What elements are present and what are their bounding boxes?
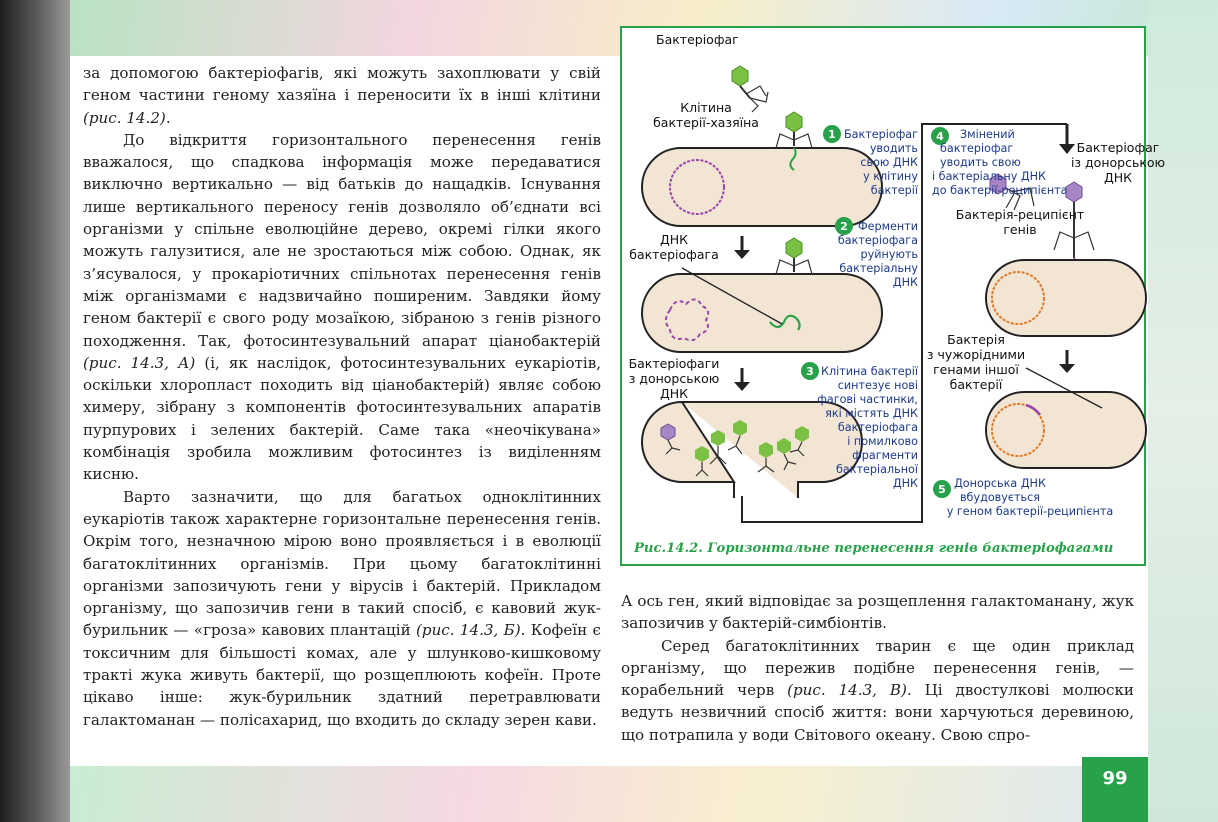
arrow-down-icon [734, 368, 750, 391]
label-bacteriophage: Бактеріофаг [656, 32, 739, 47]
label-foreign-genes [927, 332, 1025, 392]
label-phage-dna [629, 232, 719, 262]
paragraph [83, 486, 601, 731]
svg-text:фрагменти: фрагменти [852, 449, 918, 462]
svg-text:ДНК: ДНК [1103, 170, 1133, 185]
svg-text:бактерії: бактерії [870, 184, 918, 197]
svg-text:які містять ДНК: які містять ДНК [825, 407, 918, 420]
svg-text:Клітина бактерії: Клітина бактерії [821, 365, 918, 378]
figure-reference: (рис. 14.3, А) [83, 353, 196, 372]
page-left-shadow [0, 0, 70, 822]
paragraph-text: До відкриття горизонтального перенесення генів вважалося, що спадкова інформація може передаватися виключно вертикально — від батьків до нащадків. Існування лише вертикального переносу генів дозволяло об’єднати всі організми у спільне еволюційне дерево, окремі гілки якого можуть галузитися, але не зростаються між собою. Однак, як з’ясувалося, у прокаріотичних спільнотах перенесення генів між організмами є надзвичайно поширеним. Завдяки йому геном бактерії є свого роду мозаїкою, зібраною з генів різного походження. Так, фотосинтезувальний апарат ціанобактерій [83, 130, 601, 350]
label-phages-donor [629, 356, 720, 401]
arrow-down-icon [1059, 350, 1075, 373]
paragraph-text: Варто зазначити, що для багатьох одноклітинних еукаріотів також характерне горизонтальне перенесення генів. Окрім того, незначною мірою воно проявляється і в еволюції багатоклітинних організмів. При цьому багатоклітинні організми запозичують гени у вірусів і бактерій. Прикладом організму, що запозичив гени в такий спосіб, є кавовий жук-бурильник — «гроза» кавових плантацій [83, 487, 601, 640]
figure-reference: (рис. 14.3, В) [787, 681, 907, 700]
paragraph-text: за допомогою бактеріофагів, які можуть захоплювати у свій геном частини геному хазяїна і переносити їх в інші клітини [83, 64, 601, 105]
step-badge-2 [835, 217, 853, 235]
label-host-cell [653, 100, 759, 130]
svg-text:із донорською: із донорською [1070, 155, 1166, 170]
svg-text:свою ДНК: свою ДНК [860, 156, 918, 169]
step-4-text [932, 128, 1068, 197]
right-decorative-margin [1148, 0, 1218, 822]
svg-text:уводить свою: уводить свою [940, 156, 1021, 169]
recipient-cell [986, 260, 1146, 336]
figure-caption: Рис.14.2. Горизонтальне перенесення генів бактеріофагами [634, 541, 1114, 556]
svg-text:бактеріофага: бактеріофага [629, 247, 719, 262]
page-number-badge [1082, 757, 1148, 822]
paragraph-text: (і, як наслідок, фотосинтезувальних еукаріотів, оскільки хлоропласт походить від ціанобактерій) являє собою химеру, зібрану з компонентів фотосинтезувальних апаратів пурпурових і зелених бактерій. Саме така «неочікувана» комбінація зробила можливим фотосинтез із виділенням кисню. [83, 353, 601, 484]
figure-14-2 [620, 26, 1166, 566]
paragraph-text: . Кофеїн є токсичним для більшості комах, але у шлунково-кишковому тракті жука живуть бактерії, що розщеплюють кофеїн. Проте цікаво інше: жук-бурильник здатний перетравлювати галактоманан — полісахарид, що входить до складу зерен кави. [83, 621, 602, 729]
paragraph-text: . Ці двостулкові молюски ведуть незвичний спосіб життя: вони харчуються деревиною, що потрапила у води Світового океану. Свою спро- [621, 681, 1134, 744]
svg-text:з донорською: з донорською [628, 371, 720, 386]
step-badge-5 [933, 480, 951, 498]
svg-text:з чужорідними: з чужорідними [926, 347, 1026, 362]
svg-text:синтезує нові: синтезує нові [837, 379, 918, 392]
figure-reference: (рис. 14.3, Б) [416, 621, 521, 640]
right-text-column [621, 590, 1134, 746]
svg-text:генів: генів [1003, 222, 1037, 237]
paragraph [621, 590, 1134, 635]
svg-text:бактеріальної: бактеріальної [836, 463, 918, 476]
svg-text:Бактеріофаг: Бактеріофаг [1076, 140, 1160, 155]
svg-text:ДНК: ДНК [659, 386, 689, 401]
paragraph-text: А ось ген, який відповідає за розщеплення галактоманану, жук запозичив у бактерій-симбіонтів. [621, 592, 1134, 633]
svg-text:Клітина: Клітина [680, 100, 732, 115]
svg-text:5: 5 [938, 483, 946, 496]
svg-text:Бактерія-реципієнт: Бактерія-реципієнт [955, 207, 1085, 222]
svg-text:і бактеріальну ДНК: і бактеріальну ДНК [932, 170, 1046, 183]
step-badge-3 [801, 362, 819, 380]
svg-text:Ферменти: Ферменти [857, 220, 918, 233]
svg-text:1: 1 [828, 128, 836, 141]
svg-text:бактеріофага: бактеріофага [837, 421, 918, 434]
svg-text:бактерії-хазяїна: бактерії-хазяїна [653, 115, 759, 130]
svg-text:бактеріофаг: бактеріофаг [940, 142, 1014, 155]
svg-text:2: 2 [840, 220, 848, 233]
bottom-decorative-strip [70, 766, 1218, 822]
svg-text:у клітину: у клітину [863, 170, 918, 183]
svg-text:Бактеріофаг: Бактеріофаг [843, 128, 918, 141]
left-text-column [83, 62, 601, 731]
svg-text:руйнують: руйнують [860, 248, 918, 261]
svg-text:вбудовується: вбудовується [959, 491, 1041, 504]
svg-text:4: 4 [936, 130, 944, 143]
svg-text:бактеріофага: бактеріофага [837, 234, 918, 247]
paragraph-text: Серед багатоклітинних тварин є ще один приклад організму, що пережив подібне перенесення генів, — корабельний черв [621, 636, 1134, 700]
svg-text:і помилково: і помилково [847, 435, 918, 448]
svg-text:у геном бактерії-реципієнта: у геном бактерії-реципієнта [946, 505, 1114, 518]
paragraph [621, 635, 1134, 746]
svg-text:Бактеріофаги: Бактеріофаги [628, 356, 720, 371]
arrow-down-icon [734, 236, 750, 259]
svg-text:генами іншої: генами іншої [933, 362, 1019, 377]
bacterial-cell-1 [642, 148, 882, 226]
label-recipient [956, 207, 1084, 237]
paragraph-text: . [165, 108, 171, 127]
svg-text:Бактерія: Бактерія [947, 332, 1005, 347]
svg-text:ДНК: ДНК [659, 232, 689, 247]
svg-text:бактеріальну: бактеріальну [839, 262, 918, 275]
page-number: 99 [1102, 768, 1128, 789]
svg-text:3: 3 [806, 365, 814, 378]
figure-reference: (рис. 14.2) [83, 108, 166, 127]
svg-text:Донорська ДНК: Донорська ДНК [954, 477, 1046, 490]
svg-text:ДНК: ДНК [892, 276, 918, 289]
svg-text:бактерії: бактерії [949, 377, 1003, 392]
svg-text:до бактерії-реципієнта: до бактерії-реципієнта [932, 184, 1068, 197]
paragraph [83, 129, 601, 486]
svg-text:Змінений: Змінений [960, 128, 1015, 141]
svg-text:уводить: уводить [869, 142, 918, 155]
arrow-down-icon [1059, 124, 1075, 154]
step-badge-1 [823, 125, 841, 143]
figure-diagram [622, 28, 1166, 568]
bacteriophage-icon [776, 238, 812, 274]
paragraph [83, 62, 601, 129]
svg-text:ДНК: ДНК [892, 477, 918, 490]
svg-text:фагові частинки,: фагові частинки, [817, 393, 918, 406]
bacteriophage-icon [732, 66, 768, 112]
step-5-text [947, 477, 1113, 518]
recombinant-cell [986, 392, 1146, 468]
